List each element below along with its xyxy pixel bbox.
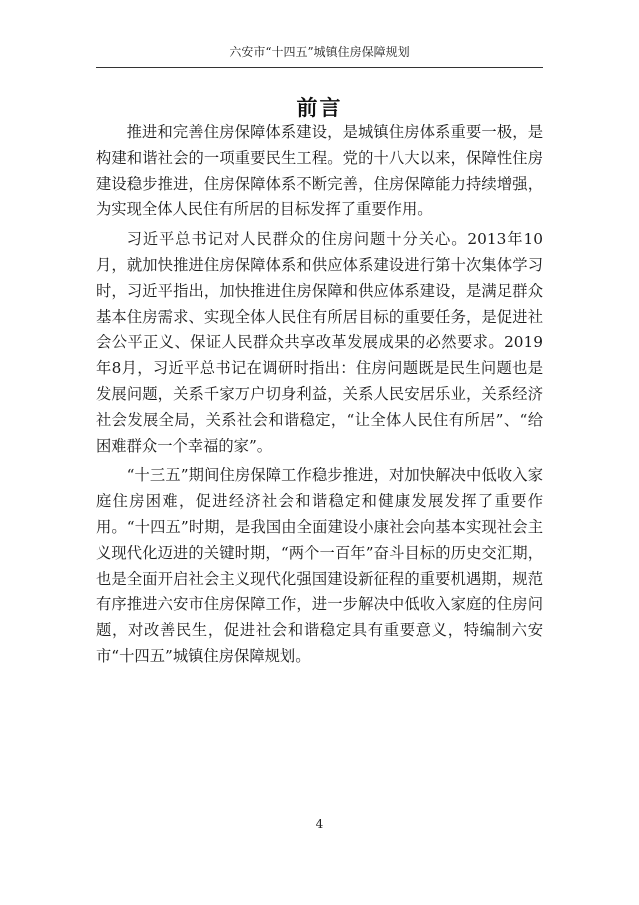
body-text [96,120,543,670]
paragraph-intro: 推进和完善住房保障体系建设，是城镇住房体系重要一极，是构建和谐社会的一项重要民生工程。党的十八大以来，保障性住房建设稳步推进，住房保障体系不断完善，住房保障能力持续增强，为实现全体人民住有所居的目标发挥了重要作用。 [96,123,543,219]
page-title: 前言 [296,96,343,121]
paragraph-plan-purpose: “十三五”期间住房保障工作稳步推进，对加快解决中低收入家庭住房困难，促进经济社会和谐稳定和健康发展发挥了重要作用。“十四五”时期，是我国由全面建设小康社会向基本实现社会主义现代化迈进的关键时期，“两个一百年”奋斗目标的历史交汇期，也是全面开启社会主义现代化强国建设新征程的重要机遇期，规范有序推进六安市住房保障工作，进一步解决中低收入家庭的住房问题，对改善民生，促进社会和谐稳定具有重要意义，特编制六安市“十四五”城镇住房保障规划。 [96,466,543,665]
header-divider [96,67,543,68]
paragraph-xi-quotes: 习近平总书记对人民群众的住房问题十分关心。2013年10月，就加快推进住房保障体系和供应体系建设进行第十次集体学习时，习近平指出，加快推进住房保障和供应体系建设，是满足群众基本住房需求、实现全体人民住有所居目标的重要任务，是促进社会公平正义、保证人民群众共享改革发展成果的必然要求。2019年8月，习近平总书记在调研时指出：住房问题既是民生问题也是发展问题，关系千家万户切身利益，关系人民安居乐业，关系经济社会发展全局，关系社会和谐稳定，“让全体人民住有所居”、“给困难群众一个幸福的家”。 [96,230,543,455]
running-header: 六安市“十四五”城镇住房保障规划 [229,45,410,59]
page-number: 4 [315,817,324,831]
